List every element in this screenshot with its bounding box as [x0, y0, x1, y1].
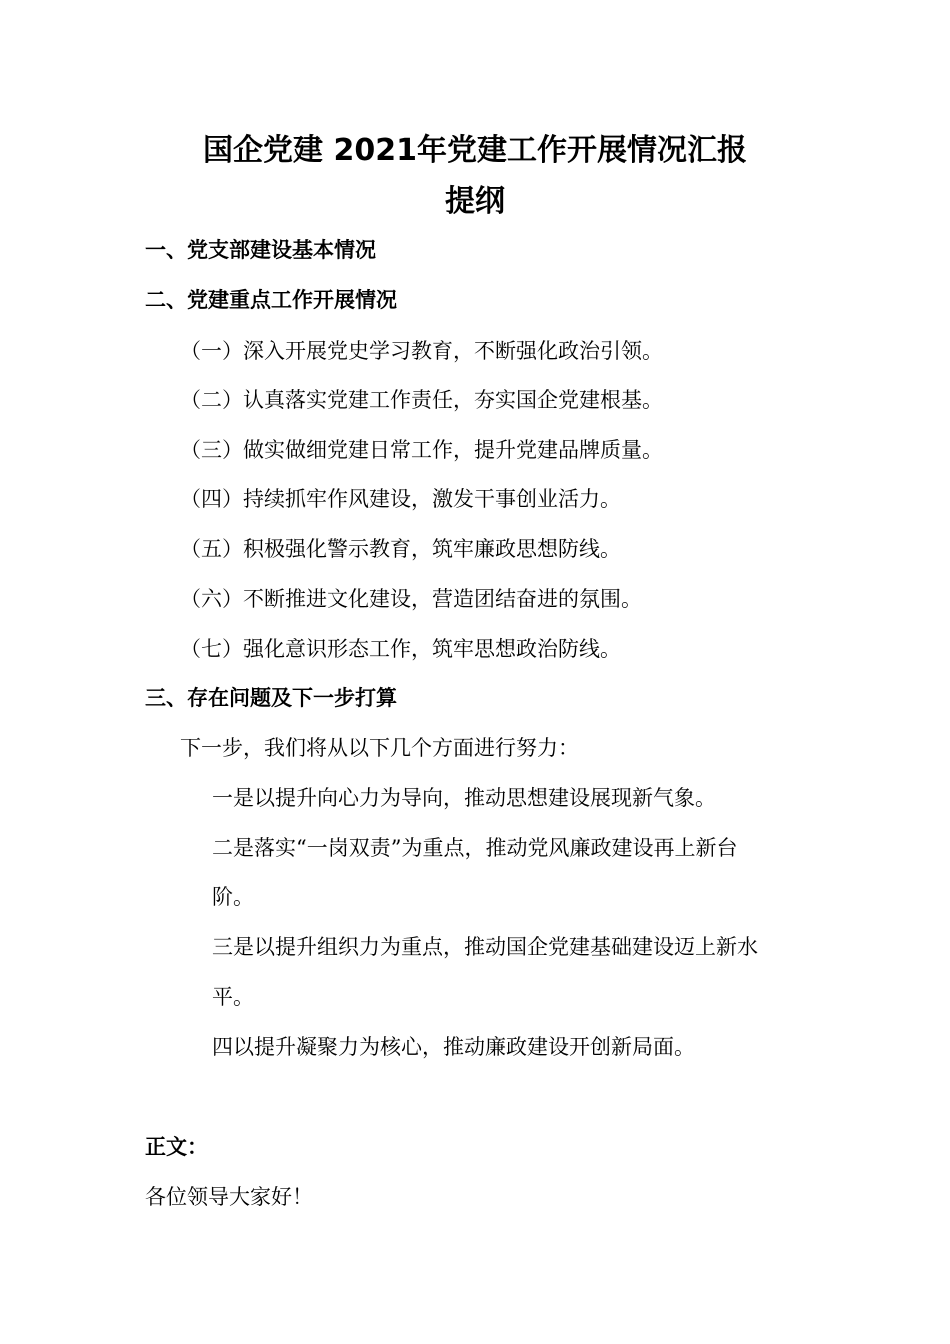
body-label: 正文：: [145, 1135, 208, 1159]
section3-item-4: 四以提升凝聚力为核心，推动廉政建设开创新局面。: [212, 1035, 695, 1059]
section3-item-3-line-2: 平。: [212, 985, 254, 1009]
section3-intro: 下一步，我们将从以下几个方面进行努力：: [180, 736, 579, 760]
section3-item-2-line-1: 二是落实“一岗双责”为重点，推动党风廉政建设再上新台: [212, 836, 738, 860]
section-heading-2: 二、党建重点工作开展情况: [145, 288, 397, 312]
section2-item-2: （二）认真落实党建工作责任，夯实国企党建根基。: [180, 388, 663, 412]
section2-item-5: （五）积极强化警示教育，筑牢廉政思想防线。: [180, 537, 621, 561]
section3-item-2-line-2: 阶。: [212, 885, 254, 909]
section3-item-3-line-1: 三是以提升组织力为重点，推动国企党建基础建设迈上新水: [212, 935, 758, 959]
document-title-line-1: 国企党建 2021年党建工作开展情况汇报: [203, 133, 747, 168]
section-heading-1: 一、党支部建设基本情况: [145, 238, 376, 262]
section3-item-1: 一是以提升向心力为导向，推动思想建设展现新气象。: [212, 786, 716, 810]
section2-item-7: （七）强化意识形态工作，筑牢思想政治防线。: [180, 637, 621, 661]
section2-item-4: （四）持续抓牢作风建设，激发干事创业活力。: [180, 487, 621, 511]
section2-item-6: （六）不断推进文化建设，营造团结奋进的氛围。: [180, 587, 642, 611]
section-heading-3: 三、存在问题及下一步打算: [145, 686, 397, 710]
document-title-line-2: 提纲: [445, 184, 505, 219]
section2-item-3: （三）做实做细党建日常工作，提升党建品牌质量。: [180, 438, 663, 462]
greeting-line: 各位领导大家好！: [145, 1185, 313, 1209]
section2-item-1: （一）深入开展党史学习教育，不断强化政治引领。: [180, 339, 663, 363]
